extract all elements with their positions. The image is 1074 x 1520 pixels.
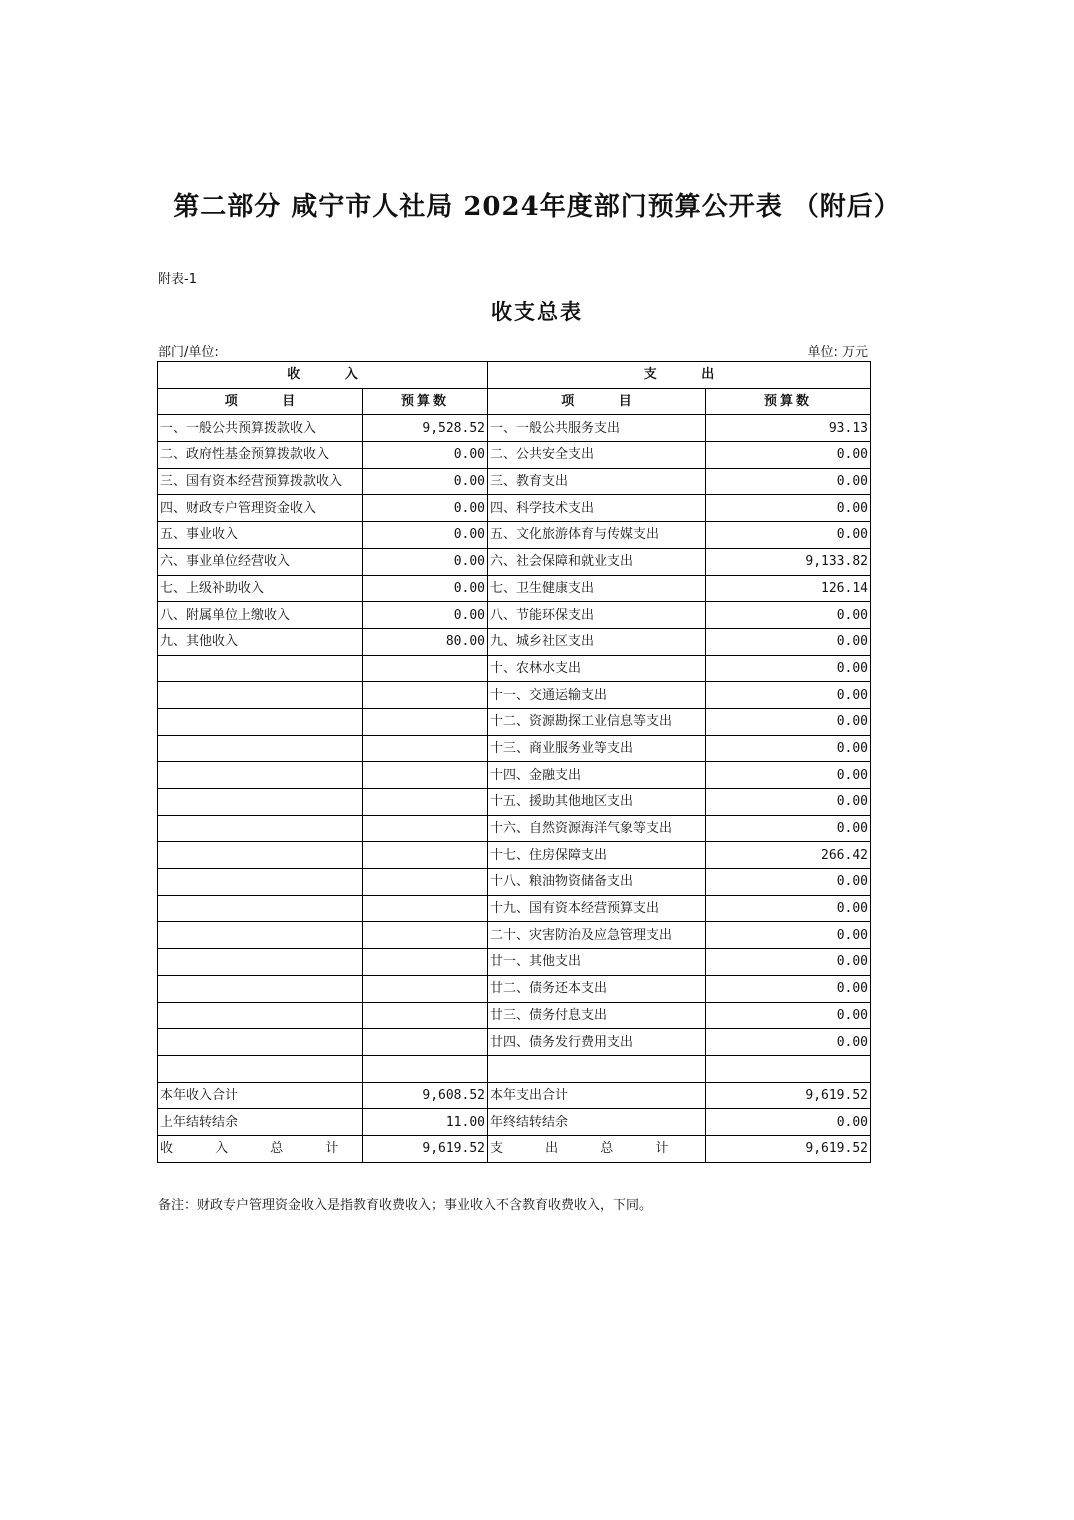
income-item-cell bbox=[158, 735, 363, 762]
income-amount-cell: 9,608.52 bbox=[363, 1082, 488, 1109]
appendix-label: 附表-1 bbox=[158, 272, 197, 287]
income-amount-cell: 11.00 bbox=[363, 1109, 488, 1136]
income-item-cell bbox=[158, 949, 363, 976]
expense-amount-cell: 93.13 bbox=[706, 415, 871, 442]
income-item-cell bbox=[158, 762, 363, 789]
expense-amount-cell: 0.00 bbox=[706, 628, 871, 655]
income-amount-cell bbox=[363, 1002, 488, 1029]
expense-amount-cell: 0.00 bbox=[706, 1029, 871, 1056]
section-header-row bbox=[158, 362, 871, 389]
income-item-cell bbox=[158, 1055, 363, 1082]
expense-item-cell: 五、文化旅游体育与传媒支出 bbox=[488, 522, 706, 549]
income-amount-cell bbox=[363, 895, 488, 922]
income-amount-cell bbox=[363, 975, 488, 1002]
expense-amount-cell bbox=[706, 1055, 871, 1082]
income-amount-cell: 80.00 bbox=[363, 628, 488, 655]
expense-item-cell: 四、科学技术支出 bbox=[488, 495, 706, 522]
column-header-row bbox=[158, 388, 871, 415]
income-item-cell: 四、财政专户管理资金收入 bbox=[158, 495, 363, 522]
income-amount-cell bbox=[363, 949, 488, 976]
table-row bbox=[158, 1082, 871, 1109]
income-amount-cell bbox=[363, 922, 488, 949]
footnote: 备注：财政专户管理资金收入是指教育收费收入；事业收入不含教育收费收入，下同。 bbox=[158, 1198, 653, 1213]
income-item-cell bbox=[158, 655, 363, 682]
expense-amount-cell: 0.00 bbox=[706, 735, 871, 762]
income-item-cell: 九、其他收入 bbox=[158, 628, 363, 655]
income-amount-cell: 0.00 bbox=[363, 442, 488, 469]
income-item-cell bbox=[158, 815, 363, 842]
table-row bbox=[158, 1002, 871, 1029]
expense-amount-cell: 9,619.52 bbox=[706, 1135, 871, 1162]
expense-amount-cell: 0.00 bbox=[706, 815, 871, 842]
income-amount-cell: 0.00 bbox=[363, 575, 488, 602]
expense-item-cell: 十三、商业服务业等支出 bbox=[488, 735, 706, 762]
income-item-cell: 六、事业单位经营收入 bbox=[158, 548, 363, 575]
income-item-header: 项 目 bbox=[158, 388, 363, 415]
table-row bbox=[158, 975, 871, 1002]
unit-label: 单位: 万元 bbox=[807, 345, 868, 360]
expense-item-cell: 二十、灾害防治及应急管理支出 bbox=[488, 922, 706, 949]
table-row bbox=[158, 735, 871, 762]
income-item-cell: 上年结转结余 bbox=[158, 1109, 363, 1136]
table-row bbox=[158, 495, 871, 522]
income-item-cell: 一、一般公共预算拨款收入 bbox=[158, 415, 363, 442]
expense-item-cell: 八、节能环保支出 bbox=[488, 602, 706, 629]
table-row bbox=[158, 708, 871, 735]
expense-amount-cell: 9,619.52 bbox=[706, 1082, 871, 1109]
expense-item-cell: 二、公共安全支出 bbox=[488, 442, 706, 469]
income-item-cell: 三、国有资本经营预算拨款收入 bbox=[158, 468, 363, 495]
expense-item-cell: 十、农林水支出 bbox=[488, 655, 706, 682]
expense-item-cell: 廿四、债务发行费用支出 bbox=[488, 1029, 706, 1056]
expense-item-cell: 廿三、债务付息支出 bbox=[488, 1002, 706, 1029]
table-row bbox=[158, 548, 871, 575]
expense-item-cell: 十七、住房保障支出 bbox=[488, 842, 706, 869]
income-amount-cell bbox=[363, 682, 488, 709]
expense-amount-cell: 0.00 bbox=[706, 682, 871, 709]
income-amount-cell bbox=[363, 815, 488, 842]
expense-amount-cell: 0.00 bbox=[706, 789, 871, 816]
expense-item-cell: 七、卫生健康支出 bbox=[488, 575, 706, 602]
expense-amount-cell: 0.00 bbox=[706, 655, 871, 682]
income-amount-cell: 9,619.52 bbox=[363, 1135, 488, 1162]
income-amount-cell: 0.00 bbox=[363, 522, 488, 549]
expense-amount-cell: 0.00 bbox=[706, 869, 871, 896]
income-amount-cell bbox=[363, 869, 488, 896]
income-item-cell: 收 入 总 计 bbox=[158, 1135, 363, 1162]
expense-amount-cell: 0.00 bbox=[706, 1002, 871, 1029]
income-amount-cell bbox=[363, 1055, 488, 1082]
table-row bbox=[158, 655, 871, 682]
table-row bbox=[158, 949, 871, 976]
income-amount-cell bbox=[363, 789, 488, 816]
income-item-cell bbox=[158, 975, 363, 1002]
income-amount-cell: 0.00 bbox=[363, 548, 488, 575]
income-item-cell bbox=[158, 869, 363, 896]
income-header: 收 入 bbox=[158, 362, 488, 389]
budget-summary-table bbox=[157, 361, 871, 1163]
table-row bbox=[158, 1029, 871, 1056]
expense-amount-cell: 0.00 bbox=[706, 1109, 871, 1136]
expense-amount-cell: 0.00 bbox=[706, 762, 871, 789]
expense-item-cell: 十九、国有资本经营预算支出 bbox=[488, 895, 706, 922]
expense-item-cell: 年终结转结余 bbox=[488, 1109, 706, 1136]
expense-header: 支 出 bbox=[488, 362, 871, 389]
income-amount-cell: 0.00 bbox=[363, 602, 488, 629]
expense-amount-cell: 0.00 bbox=[706, 442, 871, 469]
expense-amount-cell: 0.00 bbox=[706, 708, 871, 735]
income-item-cell: 二、政府性基金预算拨款收入 bbox=[158, 442, 363, 469]
expense-item-cell: 十一、交通运输支出 bbox=[488, 682, 706, 709]
expense-amount-cell: 266.42 bbox=[706, 842, 871, 869]
income-item-cell: 本年收入合计 bbox=[158, 1082, 363, 1109]
expense-item-cell: 十五、援助其他地区支出 bbox=[488, 789, 706, 816]
expense-amount-cell: 0.00 bbox=[706, 922, 871, 949]
income-item-cell bbox=[158, 682, 363, 709]
income-item-cell bbox=[158, 708, 363, 735]
income-item-cell bbox=[158, 1029, 363, 1056]
expense-item-cell: 十六、自然资源海洋气象等支出 bbox=[488, 815, 706, 842]
table-row bbox=[158, 442, 871, 469]
table-row bbox=[158, 468, 871, 495]
expense-item-cell: 支 出 总 计 bbox=[488, 1135, 706, 1162]
table-row bbox=[158, 522, 871, 549]
expense-item-header: 项 目 bbox=[488, 388, 706, 415]
table-row bbox=[158, 1135, 871, 1162]
table-row bbox=[158, 415, 871, 442]
expense-amount-header: 预算数 bbox=[706, 388, 871, 415]
expense-amount-cell: 9,133.82 bbox=[706, 548, 871, 575]
table-row bbox=[158, 922, 871, 949]
expense-item-cell: 本年支出合计 bbox=[488, 1082, 706, 1109]
expense-amount-cell: 0.00 bbox=[706, 495, 871, 522]
department-label: 部门/单位: bbox=[158, 345, 219, 360]
income-item-cell: 八、附属单位上缴收入 bbox=[158, 602, 363, 629]
expense-item-cell bbox=[488, 1055, 706, 1082]
expense-amount-cell: 0.00 bbox=[706, 949, 871, 976]
income-item-cell bbox=[158, 842, 363, 869]
income-item-cell: 七、上级补助收入 bbox=[158, 575, 363, 602]
income-item-cell bbox=[158, 922, 363, 949]
expense-amount-cell: 0.00 bbox=[706, 602, 871, 629]
expense-item-cell: 十二、资源勘探工业信息等支出 bbox=[488, 708, 706, 735]
expense-amount-cell: 0.00 bbox=[706, 895, 871, 922]
table-row bbox=[158, 628, 871, 655]
table-row bbox=[158, 789, 871, 816]
expense-amount-cell: 0.00 bbox=[706, 522, 871, 549]
income-amount-cell bbox=[363, 655, 488, 682]
table-row bbox=[158, 1055, 871, 1082]
page-title: 第二部分 咸宁市人社局 2024年度部门预算公开表 （附后） bbox=[173, 192, 901, 222]
table-row bbox=[158, 575, 871, 602]
table-row bbox=[158, 602, 871, 629]
income-amount-cell bbox=[363, 1029, 488, 1056]
table-title: 收支总表 bbox=[491, 300, 583, 324]
income-amount-cell bbox=[363, 842, 488, 869]
income-amount-cell bbox=[363, 762, 488, 789]
income-item-cell bbox=[158, 895, 363, 922]
expense-item-cell: 一、一般公共服务支出 bbox=[488, 415, 706, 442]
table-row bbox=[158, 762, 871, 789]
table-row bbox=[158, 842, 871, 869]
income-amount-cell: 0.00 bbox=[363, 495, 488, 522]
expense-item-cell: 廿二、债务还本支出 bbox=[488, 975, 706, 1002]
expense-item-cell: 六、社会保障和就业支出 bbox=[488, 548, 706, 575]
income-amount-cell bbox=[363, 735, 488, 762]
income-amount-cell: 9,528.52 bbox=[363, 415, 488, 442]
income-item-cell bbox=[158, 789, 363, 816]
table-row bbox=[158, 1109, 871, 1136]
table-row bbox=[158, 895, 871, 922]
table-row bbox=[158, 682, 871, 709]
table-row bbox=[158, 815, 871, 842]
expense-amount-cell: 0.00 bbox=[706, 468, 871, 495]
income-amount-header: 预算数 bbox=[363, 388, 488, 415]
expense-item-cell: 九、城乡社区支出 bbox=[488, 628, 706, 655]
expense-amount-cell: 126.14 bbox=[706, 575, 871, 602]
expense-item-cell: 十八、粮油物资储备支出 bbox=[488, 869, 706, 896]
income-item-cell: 五、事业收入 bbox=[158, 522, 363, 549]
expense-item-cell: 廿一、其他支出 bbox=[488, 949, 706, 976]
income-item-cell bbox=[158, 1002, 363, 1029]
expense-item-cell: 三、教育支出 bbox=[488, 468, 706, 495]
income-amount-cell bbox=[363, 708, 488, 735]
table-row bbox=[158, 869, 871, 896]
expense-item-cell: 十四、金融支出 bbox=[488, 762, 706, 789]
income-amount-cell: 0.00 bbox=[363, 468, 488, 495]
expense-amount-cell: 0.00 bbox=[706, 975, 871, 1002]
